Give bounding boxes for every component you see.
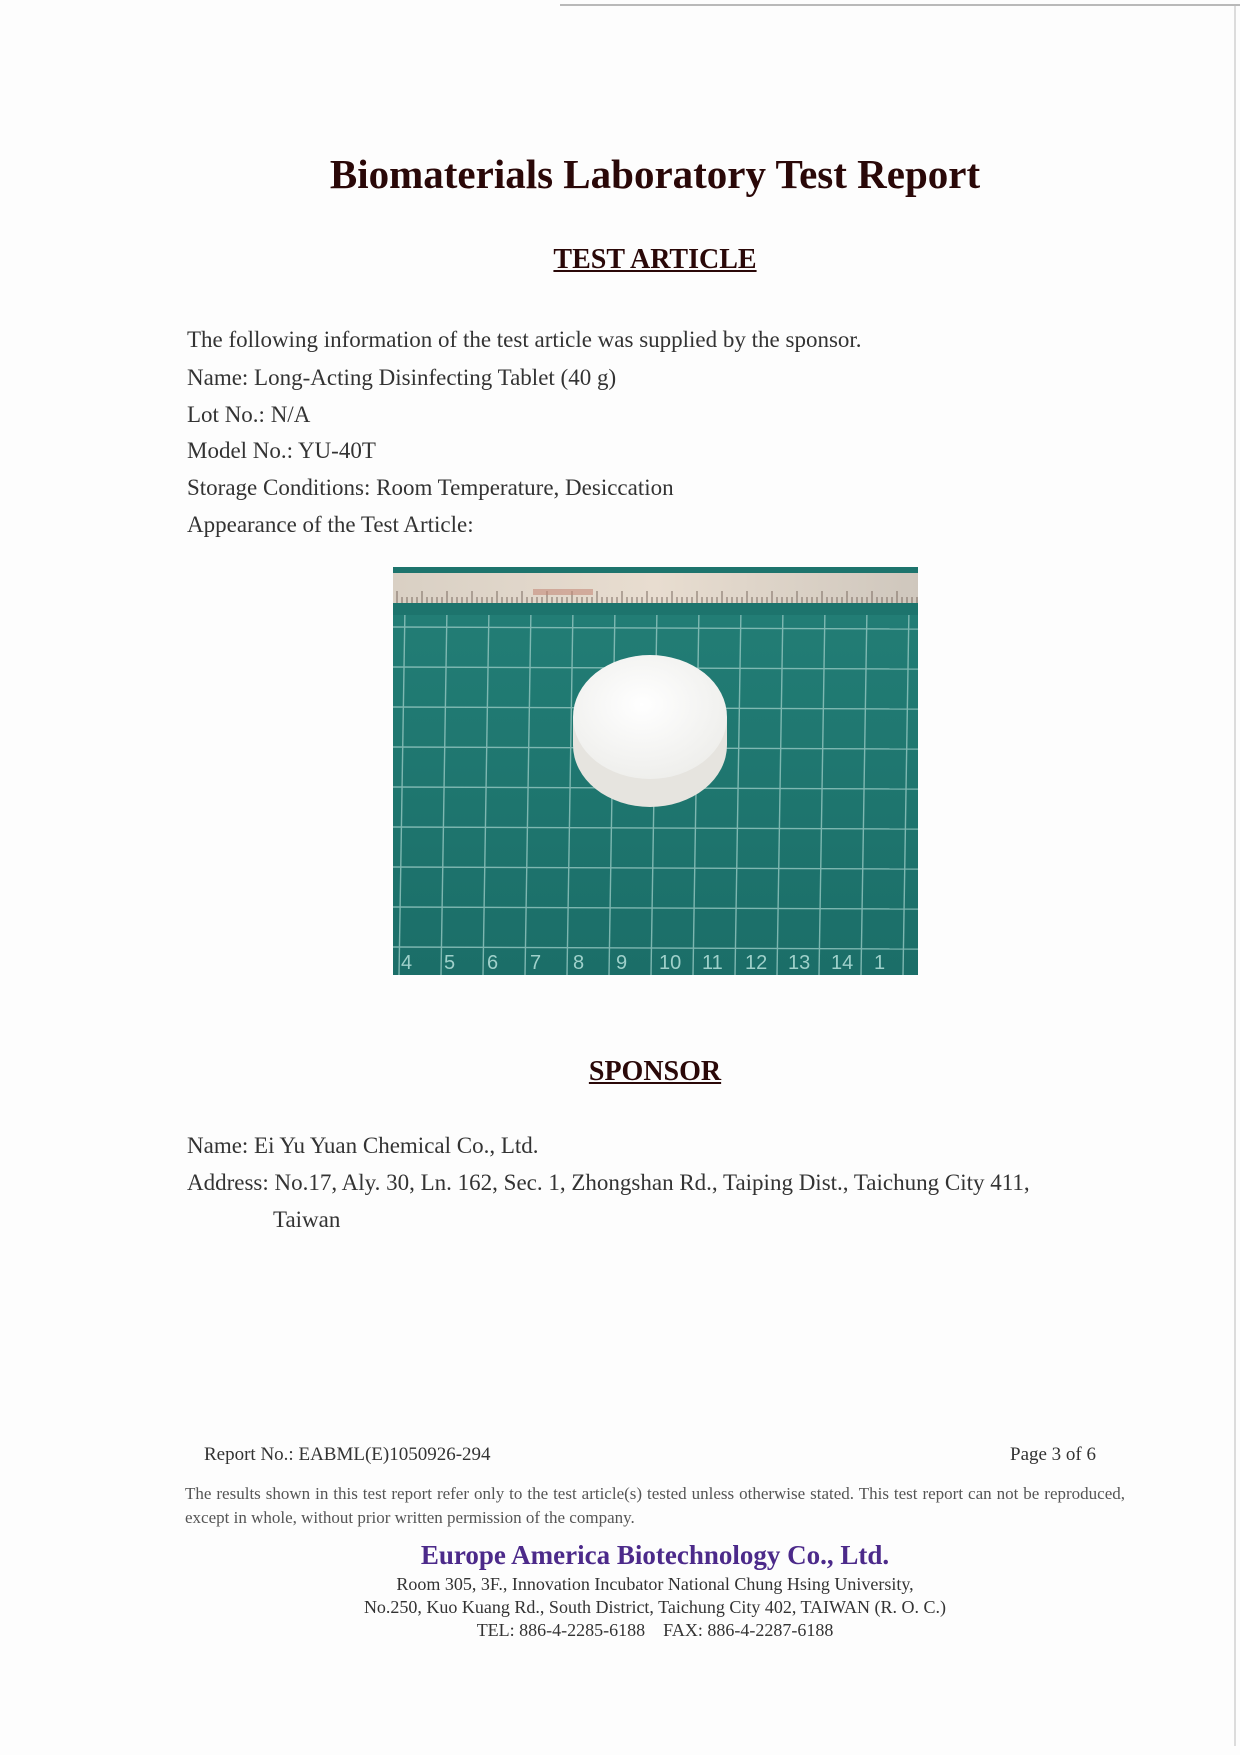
- scan-edge-top: [560, 4, 1240, 6]
- tablet-on-cutting-mat-image: [393, 567, 918, 975]
- test-article-heading: TEST ARTICLE: [553, 244, 757, 275]
- mat-scale-number: 14: [831, 952, 854, 974]
- sponsor-address: Address: No.17, Aly. 30, Ln. 162, Sec. 1, Zhongshan Rd., Taiping Dist., Taichung City 411,: [187, 1170, 1030, 1195]
- tablet: [573, 655, 727, 807]
- test-article-storage: Storage Conditions: Room Temperature, Desiccation: [187, 475, 674, 500]
- mat-scale-number: 4: [401, 952, 413, 974]
- mat-scale-number: 11: [702, 952, 723, 974]
- company-address-line2: No.250, Kuo Kuang Rd., South District, Taichung City 402, TAIWAN (R. O. C.): [363, 1597, 947, 1617]
- mat-scale-number: 10: [659, 952, 682, 974]
- mat-scale-number: 5: [444, 952, 456, 974]
- report-title: Biomaterials Laboratory Test Report: [329, 151, 981, 197]
- company-contact: TEL: 886-4-2285-6188 FAX: 886-4-2287-6188: [476, 1620, 834, 1640]
- sponsor-address-continued: Taiwan: [273, 1207, 341, 1232]
- company-name: Europe America Biotechnology Co., Ltd.: [420, 1540, 890, 1570]
- test-article-model: Model No.: YU-40T: [187, 438, 376, 463]
- mat-scale-number: 7: [530, 952, 542, 974]
- mat-scale-number: 12: [745, 952, 768, 974]
- test-article-appearance: Appearance of the Test Article:: [187, 512, 474, 537]
- mat-scale-number: 6: [487, 952, 499, 974]
- test-article-name: Name: Long-Acting Disinfecting Tablet (40 g): [187, 365, 617, 390]
- disclaimer-text: The results shown in this test report refer only to the test article(s) tested unless otherwise stated. This test report can not be reproduced, except in whole, without prior written permission of the company.: [185, 1484, 1125, 1527]
- mat-scale-number: 9: [616, 952, 628, 974]
- page-number: Page 3 of 6: [1010, 1444, 1097, 1465]
- test-article-lot: Lot No.: N/A: [187, 402, 311, 427]
- sponsor-heading: SPONSOR: [588, 1056, 722, 1087]
- sponsor-name: Name: Ei Yu Yuan Chemical Co., Ltd.: [187, 1133, 539, 1158]
- mat-scale-number: 8: [573, 952, 585, 974]
- mat-scale-number: 1: [874, 952, 886, 974]
- test-article-photo: [393, 567, 918, 975]
- test-article-intro: The following information of the test article was supplied by the sponsor.: [187, 327, 862, 352]
- report-number: Report No.: EABML(E)1050926-294: [204, 1444, 491, 1465]
- mat-scale-number: 13: [788, 952, 811, 974]
- company-address-line1: Room 305, 3F., Innovation Incubator National Chung Hsing University,: [396, 1574, 914, 1594]
